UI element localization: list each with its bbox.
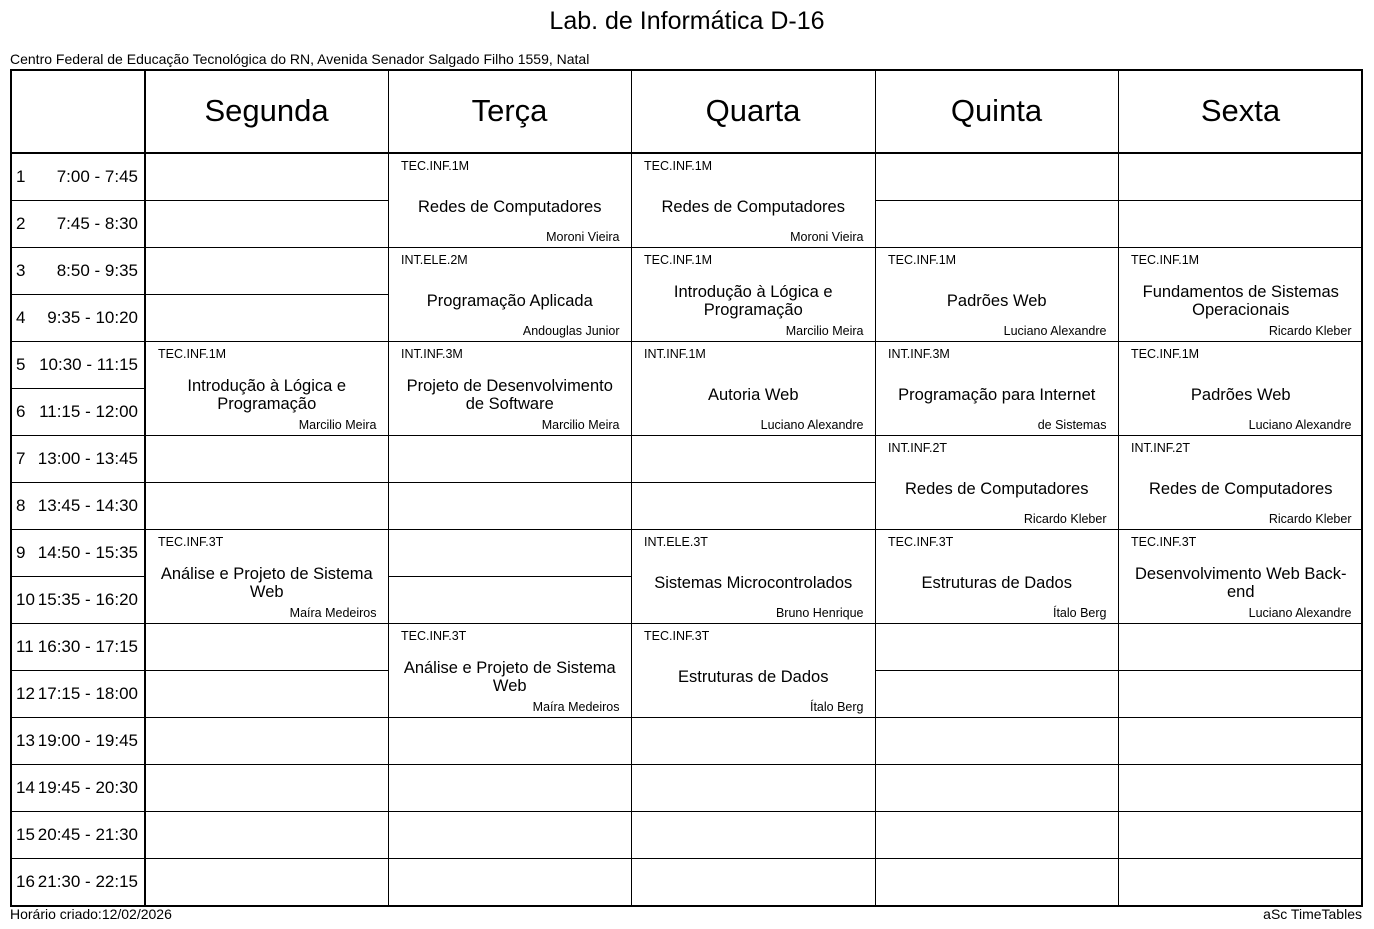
period-time: 14:50 - 15:35 — [37, 543, 138, 562]
lesson-teacher: Marcilio Meira — [541, 418, 620, 432]
period-label — [10, 717, 145, 764]
lesson-group: INT.ELE.3T — [644, 535, 708, 549]
lesson-card[interactable] — [1119, 342, 1363, 434]
lesson-teacher: Luciano Alexandre — [1003, 324, 1107, 338]
lesson-teacher: Andouglas Junior — [522, 324, 620, 338]
period-time: 9:35 - 10:20 — [47, 308, 138, 327]
lesson-group: TEC.INF.1M — [644, 253, 713, 267]
lesson-card[interactable] — [389, 624, 631, 716]
period-label — [10, 529, 145, 576]
period-label — [10, 858, 145, 905]
lesson-teacher: Luciano Alexandre — [1248, 418, 1352, 432]
school-address: Centro Federal de Educação Tecnológica do RN, Avenida Senador Salgado Filho 1559, Natal — [10, 51, 590, 67]
lesson-subject: Padrões Web — [946, 292, 1047, 310]
row-divider — [10, 858, 1363, 859]
brand-label: aSc TimeTables — [1263, 906, 1362, 922]
day-header: Segunda — [204, 93, 329, 128]
period-label — [10, 200, 145, 247]
lesson-subject: Sistemas Microcontrolados — [654, 574, 853, 592]
lesson-card[interactable] — [146, 342, 388, 434]
lesson-subject: Programação para Internet — [898, 386, 1096, 404]
lesson-card[interactable] — [876, 248, 1118, 340]
period-label — [10, 435, 145, 482]
period-number: 3 — [16, 261, 26, 280]
period-label — [10, 247, 145, 294]
page-title: Lab. de Informática D-16 — [549, 7, 825, 35]
lesson-subject: Redes de Computadores — [418, 198, 602, 216]
period-label — [10, 341, 145, 388]
lesson-group: INT.INF.3M — [401, 347, 463, 361]
period-label — [10, 764, 145, 811]
day-header: Terça — [471, 93, 548, 128]
lesson-teacher: Bruno Henrique — [775, 606, 864, 620]
lesson-subject: Estruturas de Dados — [921, 574, 1072, 592]
period-number: 6 — [16, 402, 26, 421]
period-time: 19:45 - 20:30 — [37, 778, 138, 797]
lesson-card[interactable] — [632, 342, 875, 434]
period-number: 11 — [16, 637, 34, 656]
lesson-group: TEC.INF.1M — [644, 159, 713, 173]
lesson-group: TEC.INF.3T — [401, 629, 467, 643]
lesson-card[interactable] — [389, 342, 631, 434]
period-label — [10, 576, 145, 623]
period-number: 14 — [16, 778, 35, 797]
lesson-subject: Autoria Web — [708, 386, 799, 404]
lesson-group: INT.INF.3M — [888, 347, 950, 361]
period-number: 16 — [16, 872, 35, 891]
period-number: 1 — [16, 167, 26, 186]
period-label — [10, 623, 145, 670]
period-time: 11:15 - 12:00 — [39, 402, 138, 421]
lesson-teacher: Ricardo Kleber — [1268, 512, 1352, 526]
lesson-teacher: Ricardo Kleber — [1023, 512, 1107, 526]
period-time: 17:15 - 18:00 — [37, 684, 138, 703]
lesson-group: TEC.INF.1M — [1131, 347, 1200, 361]
lesson-card[interactable] — [1119, 436, 1363, 528]
lesson-group: TEC.INF.1M — [888, 253, 957, 267]
lesson-card[interactable] — [146, 530, 388, 622]
period-label — [10, 670, 145, 717]
lesson-card[interactable] — [876, 530, 1118, 622]
lesson-group: INT.INF.2T — [1131, 441, 1191, 455]
period-time: 21:30 - 22:15 — [37, 872, 138, 891]
period-number: 2 — [16, 214, 26, 233]
lesson-subject: Padrões Web — [1190, 386, 1291, 404]
period-label — [10, 294, 145, 341]
day-header: Quinta — [950, 93, 1043, 128]
lesson-group: INT.ELE.2M — [401, 253, 468, 267]
row-divider — [10, 764, 1363, 765]
period-time: 13:45 - 14:30 — [37, 496, 138, 515]
period-number: 9 — [16, 543, 26, 562]
lesson-card[interactable] — [632, 530, 875, 622]
period-number: 8 — [16, 496, 26, 515]
lesson-teacher: Moroni Vieira — [790, 230, 864, 244]
period-number: 10 — [16, 590, 35, 609]
period-time: 7:00 - 7:45 — [56, 167, 138, 186]
period-time: 8:50 - 9:35 — [56, 261, 138, 280]
lesson-subject: Redes de Computadores — [905, 480, 1089, 498]
lesson-group: TEC.INF.3T — [888, 535, 954, 549]
period-label — [10, 388, 145, 435]
period-number: 15 — [16, 825, 35, 844]
day-header: Sexta — [1200, 93, 1281, 128]
period-time: 19:00 - 19:45 — [37, 731, 138, 750]
lesson-card[interactable] — [876, 342, 1118, 434]
lesson-subject: Desenvolvimento Web Back-end — [1134, 565, 1347, 601]
lesson-card[interactable] — [632, 624, 875, 716]
lesson-subject: Programação Aplicada — [426, 292, 593, 310]
lesson-teacher: Luciano Alexandre — [1248, 606, 1352, 620]
period-number: 12 — [16, 684, 35, 703]
lesson-group: INT.INF.2T — [888, 441, 948, 455]
created-date: Horário criado:12/02/2026 — [10, 906, 172, 922]
lesson-group: INT.INF.1M — [644, 347, 706, 361]
period-number: 13 — [16, 731, 35, 750]
row-divider — [10, 717, 1363, 718]
lesson-subject: Introdução à Lógica e Programação — [673, 283, 833, 319]
period-time: 7:45 - 8:30 — [56, 214, 138, 233]
lesson-teacher: Ricardo Kleber — [1268, 324, 1352, 338]
lesson-subject: Análise e Projeto de Sistema Web — [160, 565, 373, 601]
day-header: Quarta — [705, 93, 801, 128]
lesson-subject: Fundamentos de Sistemas Operacionais — [1142, 283, 1339, 319]
lesson-group: TEC.INF.3T — [1131, 535, 1197, 549]
lesson-teacher: Maíra Medeiros — [289, 606, 377, 620]
period-number: 4 — [16, 308, 26, 327]
period-label — [10, 153, 145, 200]
lesson-teacher: Marcilio Meira — [785, 324, 864, 338]
lesson-subject: Redes de Computadores — [1149, 480, 1333, 498]
lesson-teacher: Moroni Vieira — [546, 230, 620, 244]
lesson-teacher: Luciano Alexandre — [760, 418, 864, 432]
lesson-teacher: Ítalo Berg — [1052, 606, 1107, 620]
lesson-card[interactable] — [389, 154, 631, 246]
period-number: 7 — [16, 449, 26, 468]
lesson-subject: Redes de Computadores — [661, 198, 845, 216]
period-time: 16:30 - 17:15 — [37, 637, 138, 656]
period-time: 10:30 - 11:15 — [39, 355, 138, 374]
lesson-subject: Introdução à Lógica e Programação — [187, 377, 347, 413]
lesson-card[interactable] — [389, 248, 631, 340]
lesson-group: TEC.INF.1M — [158, 347, 227, 361]
lesson-card[interactable] — [632, 154, 875, 246]
lesson-teacher: Maíra Medeiros — [532, 700, 620, 714]
period-number: 5 — [16, 355, 26, 374]
lesson-teacher: Marcilio Meira — [298, 418, 377, 432]
lesson-teacher: de Sistemas — [1037, 418, 1107, 432]
period-time: 20:45 - 21:30 — [37, 825, 138, 844]
lesson-group: TEC.INF.3T — [644, 629, 710, 643]
lesson-card[interactable] — [632, 248, 875, 340]
period-label — [10, 482, 145, 529]
period-time: 15:35 - 16:20 — [37, 590, 138, 609]
row-divider — [10, 811, 1363, 812]
lesson-subject: Análise e Projeto de Sistema Web — [403, 659, 616, 695]
lesson-card[interactable] — [1119, 530, 1363, 622]
timetable-grid — [10, 69, 1363, 907]
lesson-group: TEC.INF.1M — [1131, 253, 1200, 267]
lesson-card[interactable] — [1119, 248, 1363, 340]
lesson-group: TEC.INF.3T — [158, 535, 224, 549]
lesson-subject: Projeto de Desenvolvimento de Software — [406, 377, 613, 413]
lesson-group: TEC.INF.1M — [401, 159, 470, 173]
period-label — [10, 811, 145, 858]
period-time: 13:00 - 13:45 — [37, 449, 138, 468]
lesson-card[interactable] — [876, 436, 1118, 528]
lesson-teacher: Ítalo Berg — [809, 700, 864, 714]
lesson-subject: Estruturas de Dados — [678, 668, 829, 686]
